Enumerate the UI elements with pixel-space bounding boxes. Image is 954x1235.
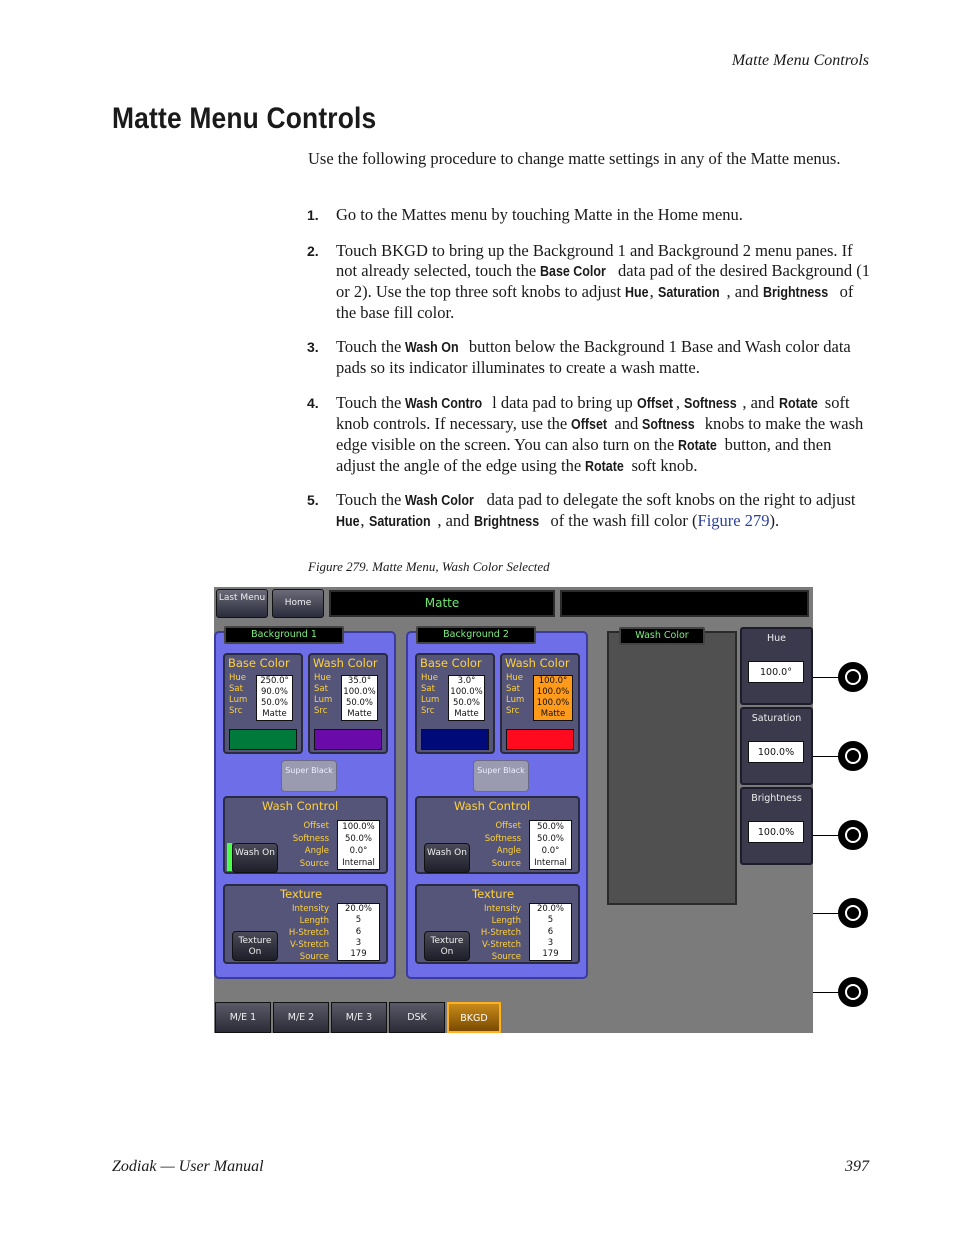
ui-term: Hue xyxy=(625,285,649,301)
ui-term: Saturation xyxy=(657,285,720,301)
knob-leader xyxy=(813,992,839,993)
figure-caption: Figure 279. Matte Menu, Wash Color Selected xyxy=(308,559,550,574)
step-text-run: button, and then adjust the angle of the edge using the xyxy=(336,435,832,475)
tab-me1[interactable]: M/E 1 xyxy=(215,1002,271,1033)
ui-term: Saturation xyxy=(368,514,431,530)
color-swatch xyxy=(314,729,382,750)
ui-term: Brightness xyxy=(762,285,828,301)
ui-term: Wash Contro xyxy=(405,396,483,412)
pad-title: Wash Control xyxy=(454,799,531,813)
menu-title-bar: Matte xyxy=(329,590,555,617)
step-item xyxy=(308,490,873,532)
pad-values: 20.0% 5 6 3 179 xyxy=(337,903,380,961)
pad-title: Wash Color xyxy=(505,656,570,670)
step-number: 5. xyxy=(307,492,319,508)
pad-labels: Offset Softness Angle Source xyxy=(292,821,329,869)
tab-me2[interactable]: M/E 2 xyxy=(273,1002,329,1033)
step-text-run: Touch the xyxy=(336,490,406,509)
step-item xyxy=(308,393,873,477)
color-swatch xyxy=(229,729,297,750)
knob-value: 100.0% xyxy=(748,821,804,843)
pad-values: 20.0% 5 6 3 179 xyxy=(529,903,572,961)
pad-title: Wash Color xyxy=(313,656,378,670)
step-text-run: , and xyxy=(742,393,779,412)
pad-values: 250.0° 90.0% 50.0% Matte xyxy=(256,675,293,721)
color-swatch xyxy=(506,729,574,750)
matte-menu-screenshot xyxy=(214,587,813,1033)
knob-leader xyxy=(813,756,839,757)
step-text-run: and xyxy=(610,414,643,433)
bg2-wash-control-pad[interactable] xyxy=(415,796,580,874)
wash-color-tag: Wash Color xyxy=(619,627,705,645)
background-1-tag: Background 1 xyxy=(224,626,344,644)
color-swatch xyxy=(421,729,489,750)
step-text-run: , xyxy=(649,282,658,301)
pad-labels: Hue Sat Lum Src xyxy=(229,673,248,716)
super-black-button[interactable]: Super Black xyxy=(473,760,529,792)
knob-leader xyxy=(813,835,839,836)
ui-term: Rotate xyxy=(678,438,718,454)
step-number: 4. xyxy=(307,395,319,411)
step-item xyxy=(308,337,873,378)
bg1-wash-color-pad[interactable] xyxy=(308,653,388,754)
bg2-base-color-pad[interactable] xyxy=(415,653,495,754)
knob-label: Saturation xyxy=(751,713,802,724)
knob-value: 100.0° xyxy=(748,661,804,683)
step-text-run: , and xyxy=(437,511,474,530)
ui-term: Wash Color xyxy=(405,493,475,509)
bg2-texture-pad[interactable] xyxy=(415,884,580,964)
super-black-button[interactable]: Super Black xyxy=(281,760,337,792)
ui-term: Rotate xyxy=(778,396,818,412)
knob-cell-saturation[interactable] xyxy=(740,707,813,785)
knob-leader xyxy=(813,913,839,914)
step-text: Go to the Mattes menu by touching Matte in the Home menu. xyxy=(336,205,743,224)
ui-term: Brightness xyxy=(473,514,539,530)
pad-title: Texture xyxy=(472,887,515,901)
step-text-run: , xyxy=(675,393,685,412)
step-item xyxy=(308,205,873,225)
home-button[interactable]: Home xyxy=(272,589,324,618)
step-item xyxy=(308,241,873,323)
step-text-run: Touch the xyxy=(336,393,406,412)
wash-color-pane xyxy=(607,631,737,905)
step-text-run: button below the Background 1 Base and Wash color data pads so its indicator illuminates to create a wash matte. xyxy=(336,337,851,377)
texture-on-button[interactable]: Texture On xyxy=(232,931,278,961)
step-text xyxy=(336,490,873,532)
tab-me3[interactable]: M/E 3 xyxy=(331,1002,387,1033)
soft-knob-3[interactable] xyxy=(838,820,868,850)
step-number: 3. xyxy=(307,339,319,355)
pad-labels: Hue Sat Lum Src xyxy=(421,673,440,716)
step-number: 1. xyxy=(307,207,319,223)
knob-label: Brightness xyxy=(751,793,802,804)
intro-paragraph: Use the following procedure to change matte settings in any of the Matte menus. xyxy=(308,149,841,168)
texture-on-button[interactable]: Texture On xyxy=(424,931,470,961)
knob-cell-hue[interactable] xyxy=(740,627,813,705)
running-head: Matte Menu Controls xyxy=(731,52,869,69)
pad-title: Base Color xyxy=(420,656,482,670)
step-text xyxy=(336,393,873,477)
step-text xyxy=(336,241,873,323)
pad-title: Base Color xyxy=(228,656,290,670)
step-text-run: knobs to make the wash edge visible on the screen. You can also turn on the xyxy=(336,414,864,454)
bg1-wash-control-pad[interactable] xyxy=(223,796,388,874)
step-text xyxy=(336,337,873,378)
step-text-run: Touch BKGD to bring up the Background 1 and Background 2 menu panes. If not already selected, touch the xyxy=(336,241,853,280)
ui-term: Base Color xyxy=(540,264,607,280)
last-menu-button[interactable]: Last Menu xyxy=(216,589,268,618)
pad-labels: Intensity Length H-Stretch V-Stretch Source xyxy=(480,904,521,962)
step-text-run: l data pad to bring up xyxy=(492,393,637,412)
footer-manual-title: Zodiak — User Manual xyxy=(112,1158,264,1175)
tab-dsk[interactable]: DSK xyxy=(389,1002,445,1033)
bg2-wash-color-pad[interactable] xyxy=(500,653,580,754)
step-text-run: , and xyxy=(726,282,763,301)
knob-label: Hue xyxy=(766,633,786,644)
tab-bkgd[interactable]: BKGD xyxy=(447,1002,501,1033)
ui-term: Offset xyxy=(571,417,608,433)
pad-labels: Hue Sat Lum Src xyxy=(506,673,525,716)
pad-values: 100.0% 50.0% 0.0° Internal xyxy=(337,820,380,870)
ui-term: Hue xyxy=(336,514,360,530)
pad-values: 35.0° 100.0% 50.0% Matte xyxy=(341,675,378,721)
bg1-texture-pad[interactable] xyxy=(223,884,388,964)
figure-link[interactable]: Figure 279 xyxy=(697,511,770,530)
soft-knob-5[interactable] xyxy=(838,977,868,1007)
pad-values: 100.0° 100.0% 100.0% Matte xyxy=(533,675,573,721)
step-text-run: data pad of the desired Background (1 or 2). Use the top three soft knobs to adjust xyxy=(336,261,871,301)
pad-title: Texture xyxy=(280,887,323,901)
wash-on-button[interactable]: Wash On xyxy=(424,843,470,873)
wash-on-button[interactable]: Wash On xyxy=(232,843,278,873)
soft-knob-1[interactable] xyxy=(838,662,868,692)
step-text-run: Touch the xyxy=(336,337,406,356)
step-text-run: soft knob. xyxy=(627,456,698,475)
ui-term: Wash On xyxy=(405,340,460,356)
step-text-run: , xyxy=(360,511,369,530)
pad-labels: Hue Sat Lum Src xyxy=(314,673,333,716)
background-2-tag: Background 2 xyxy=(416,626,536,644)
step-text-run: of the wash fill color ( xyxy=(546,511,698,530)
ui-term: Offset xyxy=(636,396,673,412)
pad-title: Wash Control xyxy=(262,799,339,813)
pad-labels: Offset Softness Angle Source xyxy=(484,821,521,869)
pad-values: 3.0° 100.0% 50.0% Matte xyxy=(448,675,485,721)
ui-term: Rotate xyxy=(585,459,625,475)
step-text-run: ). xyxy=(769,511,780,530)
knob-value: 100.0% xyxy=(748,741,804,763)
pad-labels: Intensity Length H-Stretch V-Stretch Source xyxy=(288,904,329,962)
pad-values: 50.0% 50.0% 0.0° Internal xyxy=(529,820,572,870)
step-text-run: of the base fill color. xyxy=(336,282,854,322)
step-text-run: data pad to delegate the soft knobs on the right to adjust xyxy=(482,490,856,509)
bg1-base-color-pad[interactable] xyxy=(223,653,303,754)
knob-leader xyxy=(813,677,839,678)
ui-term: Softness xyxy=(642,417,696,433)
page-number: 397 xyxy=(845,1158,869,1175)
knob-cell-brightness[interactable] xyxy=(740,787,813,865)
ui-term: Softness xyxy=(684,396,737,412)
step-text-run: soft knob controls. If necessary, use the xyxy=(336,393,850,433)
soft-knob-2[interactable] xyxy=(838,741,868,771)
soft-knob-4[interactable] xyxy=(838,898,868,928)
page-title: Matte Menu Controls xyxy=(112,102,377,135)
step-number: 2. xyxy=(307,243,319,259)
status-bar xyxy=(560,590,809,617)
